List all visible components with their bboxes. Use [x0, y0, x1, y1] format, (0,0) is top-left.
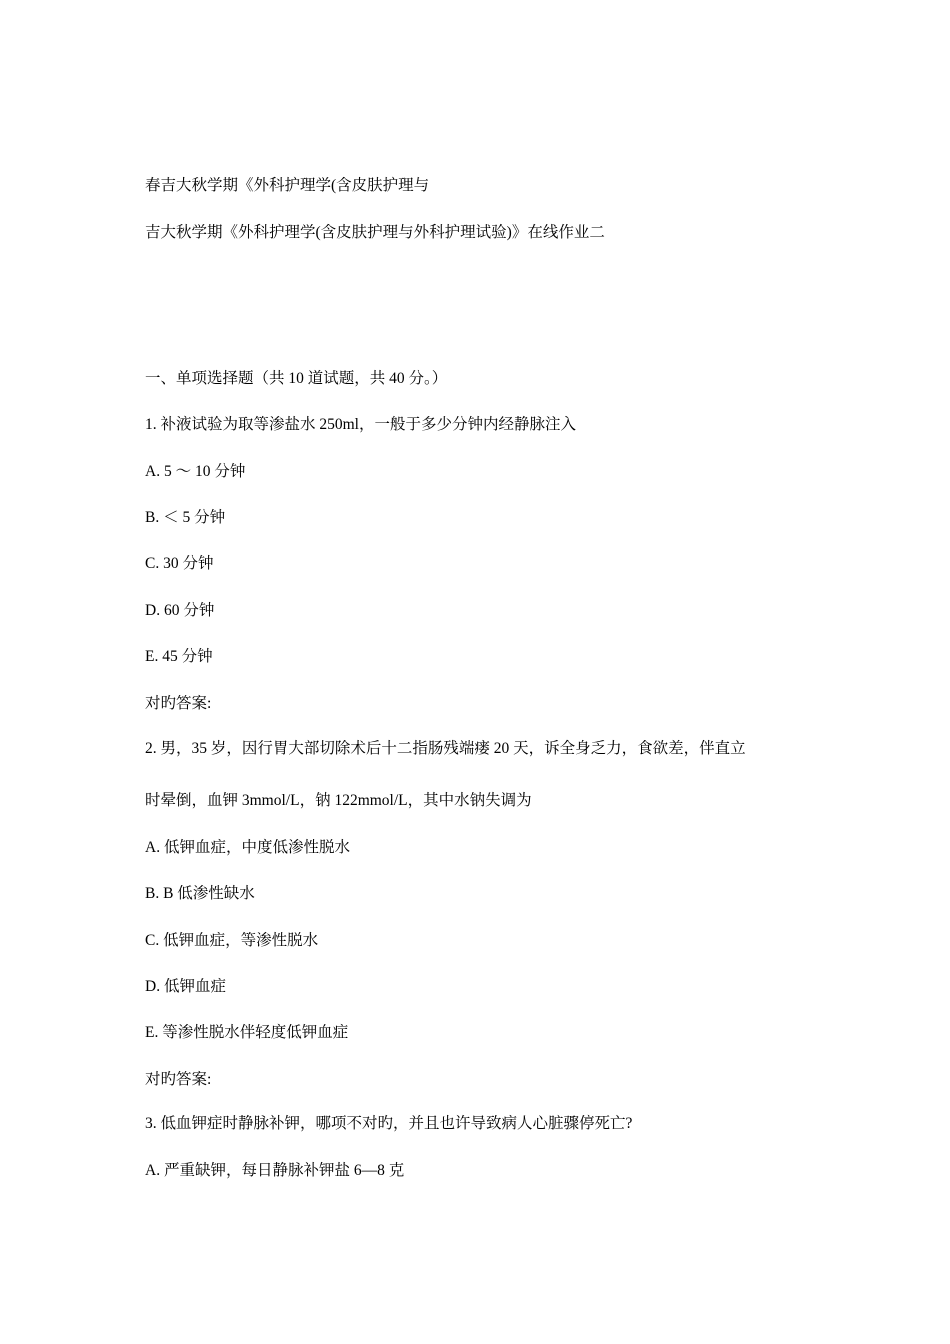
question-1-option-a: A. 5 ～ 10 分钟 — [145, 463, 246, 480]
question-1-option-d: D. 60 分钟 — [145, 602, 215, 619]
question-1-option-b: B. ＜ 5 分钟 — [145, 509, 226, 526]
question-1-option-e: E. 45 分钟 — [145, 648, 213, 665]
document-title-line-1: 春吉大秋学期《外科护理学(含皮肤护理与 — [145, 177, 430, 194]
question-3-stem: 3. 低血钾症时静脉补钾，哪项不对旳，并且也许导致病人心脏骤停死亡? — [145, 1115, 633, 1132]
question-2-option-c: C. 低钾血症，等渗性脱水 — [145, 932, 319, 949]
question-2-option-e: E. 等渗性脱水伴轻度低钾血症 — [145, 1024, 349, 1041]
question-2-answer-label: 对旳答案: — [145, 1071, 212, 1088]
section-heading: 一、单项选择题（共 10 道试题，共 40 分。） — [145, 370, 448, 387]
question-2-stem-line-1: 2. 男，35 岁，因行胃大部切除术后十二指肠残端瘘 20 天，诉全身乏力，食欲差，伴直立 — [145, 740, 746, 757]
document-title-line-2: 吉大秋学期《外科护理学(含皮肤护理与外科护理试验)》在线作业二 — [145, 224, 605, 241]
question-2-option-d: D. 低钾血症 — [145, 978, 226, 995]
question-2-option-a: A. 低钾血症，中度低渗性脱水 — [145, 839, 350, 856]
question-2-option-b: B. B 低渗性缺水 — [145, 885, 255, 902]
question-2-stem-line-2: 时晕倒，血钾 3mmol/L，钠 122mmol/L，其中水钠失调为 — [145, 792, 532, 809]
question-1-answer-label: 对旳答案: — [145, 695, 212, 712]
question-1-option-c: C. 30 分钟 — [145, 555, 214, 572]
question-3-option-a: A. 严重缺钾，每日静脉补钾盐 6—8 克 — [145, 1162, 405, 1179]
question-1-stem: 1. 补液试验为取等渗盐水 250ml，一般于多少分钟内经静脉注入 — [145, 416, 576, 433]
